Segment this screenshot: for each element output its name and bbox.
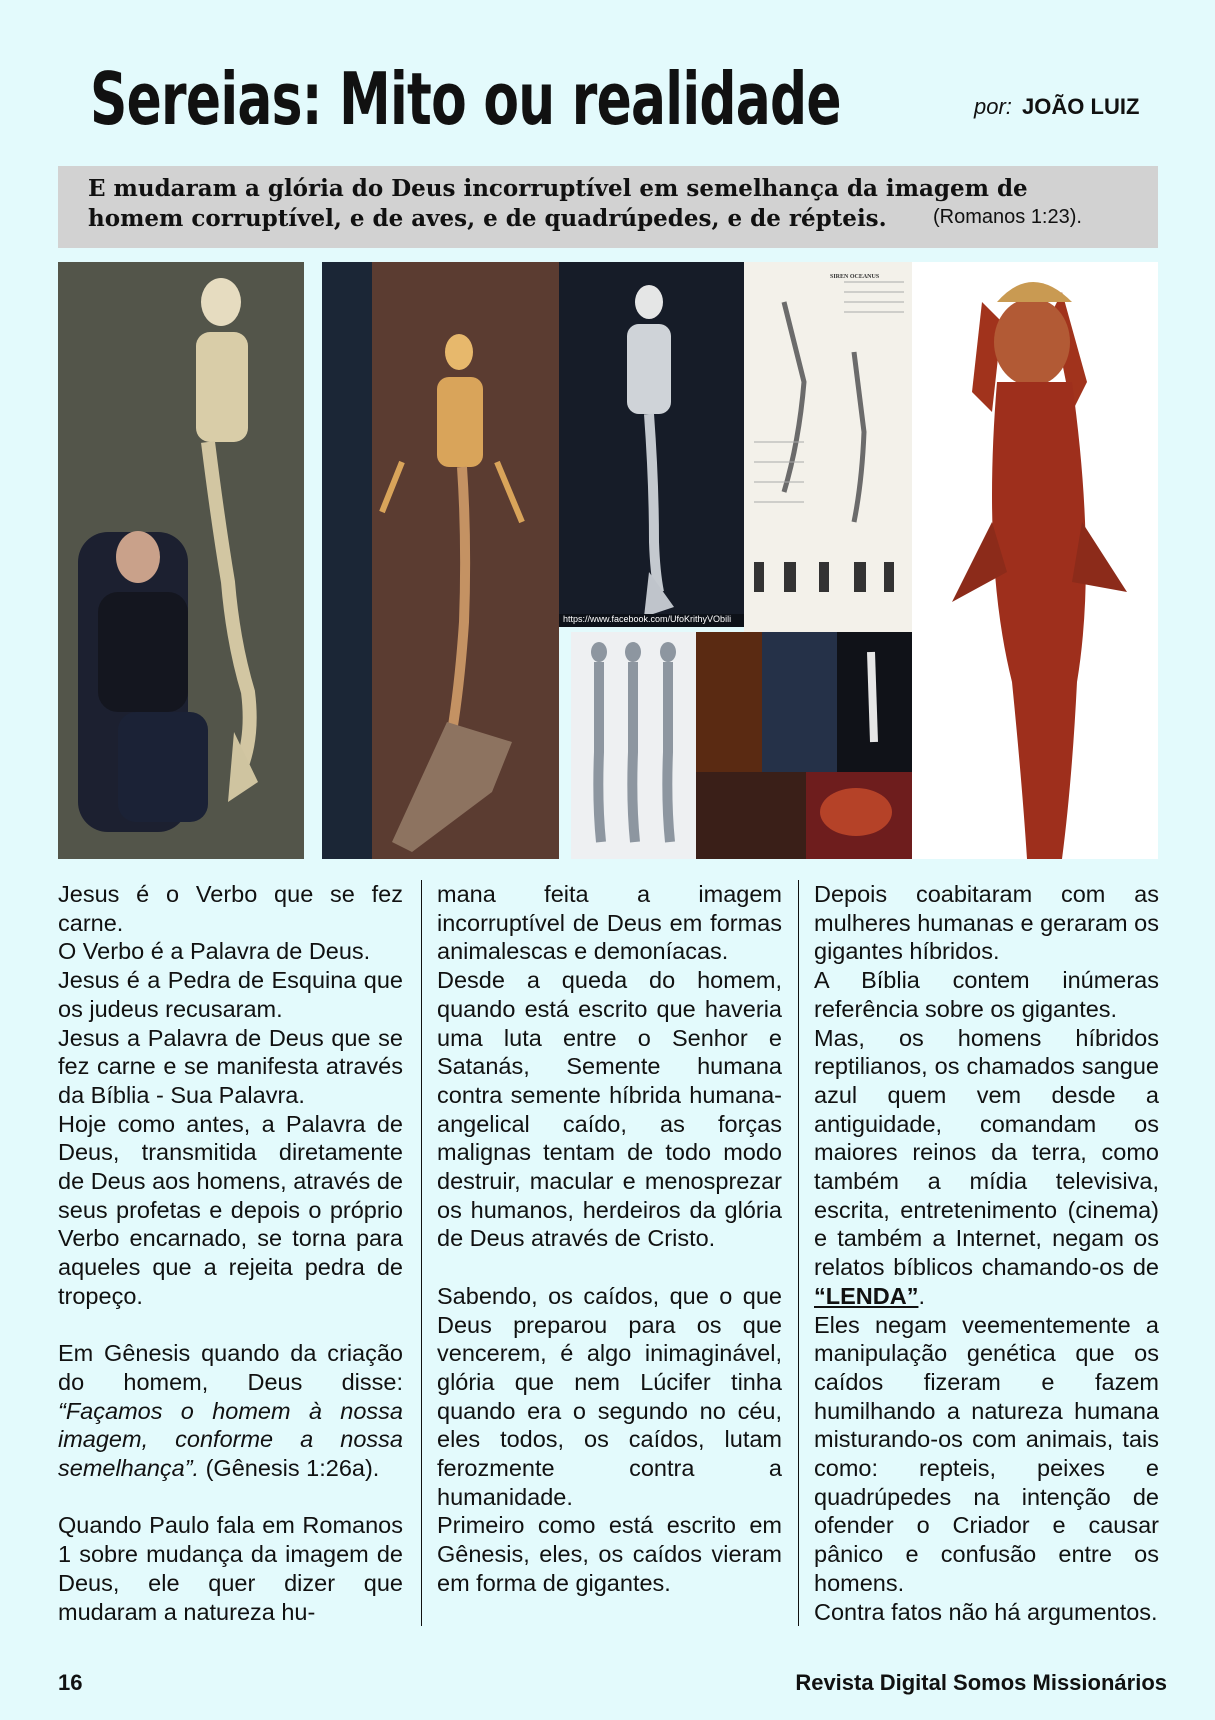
genesis-quote: “Façamos o homem à nossa imagem, conforme a nossa semelhança”. (58, 1397, 403, 1482)
scripture-reference: (Romanos 1:23). (933, 206, 1082, 228)
photo-collage (58, 262, 1158, 859)
photo-anatomy-chart (744, 262, 912, 632)
genesis-reference: (Gênesis 1:26a). (205, 1455, 380, 1482)
photo-dark-skeleton (559, 262, 744, 627)
column-divider-2 (798, 880, 799, 1626)
paragraph: A Bíblia contem inúmeras referência sobre os gigantes. (814, 967, 1159, 1022)
paragraph: Jesus a Palavra de Deus que se fez carne e se manifesta através da Bíblia - Sua Palavra. (58, 1024, 403, 1108)
paragraph: Hoje como antes, a Palavra de Deus, transmitida diretamente de Deus aos homens, através de seus profetas e depois o próprio Verbo encarnado, se torna para aqueles que a rejeita pedra de tropeço. (58, 1110, 403, 1309)
paragraph: Primeiro como está escrito em Gênesis, eles, os caídos vieram em forma de gigantes. (437, 1512, 782, 1596)
article-column-3 (814, 880, 1159, 1626)
photo-body-sketches (571, 632, 696, 859)
paragraph: Jesus é o Verbo que se fez carne. (58, 881, 403, 936)
photo-dark-collage (696, 632, 912, 859)
paragraph: mana feita a imagem incorruptível de Deus em formas animalescas e demoníacas. (437, 881, 782, 965)
byline (974, 94, 1139, 120)
column-divider-1 (421, 880, 422, 1626)
paragraph: Sabendo, os caídos, que o que Deus preparou para os que vencerem, é algo inimaginável, glória que nem Lúcifer tinha quando era o segundo no céu, eles todos, os caídos, lutam ferozmente contra a humanidade. (437, 1282, 782, 1510)
paragraph (58, 1339, 403, 1483)
paragraph: Quando Paulo fala em Romanos 1 sobre mudança da imagem de Deus, ele quer dizer que mudaram a natureza hu- (58, 1512, 403, 1625)
paragraph: Eles negam veementemente a manipulação genética que os caídos fizeram e fazem humilhando a natureza humana misturando-os com animais, tais como: repteis, peixes e quadrúpedes na intenção de ofender o Criador e causar pânico e confusão entre os homens. (814, 1311, 1159, 1596)
byline-prefix: por: (974, 94, 1012, 119)
scripture-quote: E mudaram a glória do Deus incorruptível em semelhança da imagem de homem corruptível, e de aves, e de quadrúpedes, e de répteis. (88, 175, 1028, 232)
article-title: Sereias: Mito ou realidade (90, 57, 841, 141)
author-name: JOÃO LUIZ (1022, 94, 1140, 119)
page-number: 16 (58, 1670, 83, 1695)
article-column-1 (58, 880, 403, 1626)
period: . (918, 1282, 925, 1309)
paragraph: Depois coabitaram com as mulheres humanas e geraram os gigantes híbridos. (814, 881, 1159, 965)
article-column-2 (437, 880, 782, 1598)
paragraph: Desde a queda do homem, quando está escrito que haveria uma luta entre o Senhor e Satanás, Semente humana contra semente híbrida humana-angelical caído, as forças malignas tentam de todo modo destruir, macular e menosprezar os humanos, herdeiros da glória de Deus através de Cristo. (437, 967, 782, 1252)
chart-label: SIREN OCEANUS (830, 274, 880, 280)
paragraph: O Verbo é a Palavra de Deus. (58, 938, 371, 965)
scripture-quote-box (58, 166, 1158, 248)
paragraph (814, 1024, 1159, 1311)
genesis-intro: Em Gênesis quando da criação do homem, Deus disse: (58, 1340, 403, 1395)
photo-museum-skeleton (322, 262, 559, 859)
photo-watermark: https://www.facebook.com/UfoKrithyVObili (563, 614, 732, 624)
paragraph-text: Mas, os homens híbridos reptilianos, os chamados sangue azul quem vem desde a antiguidade, comandam os maiores reinos da terra, como também a mídia televisiva, escrita, entretenimento (cinema) e também a Internet, negam os relatos bíblicos chamando-os de (814, 1024, 1159, 1281)
photo-excavation-skeleton (58, 262, 304, 859)
lenda-emphasis: “LENDA” (814, 1282, 919, 1309)
photo-red-mermaid (912, 262, 1158, 859)
paragraph: Contra fatos não há argumentos. (814, 1598, 1158, 1625)
magazine-name: Revista Digital Somos Missionários (795, 1670, 1167, 1695)
paragraph: Jesus é a Pedra de Esquina que os judeus recusaram. (58, 967, 403, 1022)
